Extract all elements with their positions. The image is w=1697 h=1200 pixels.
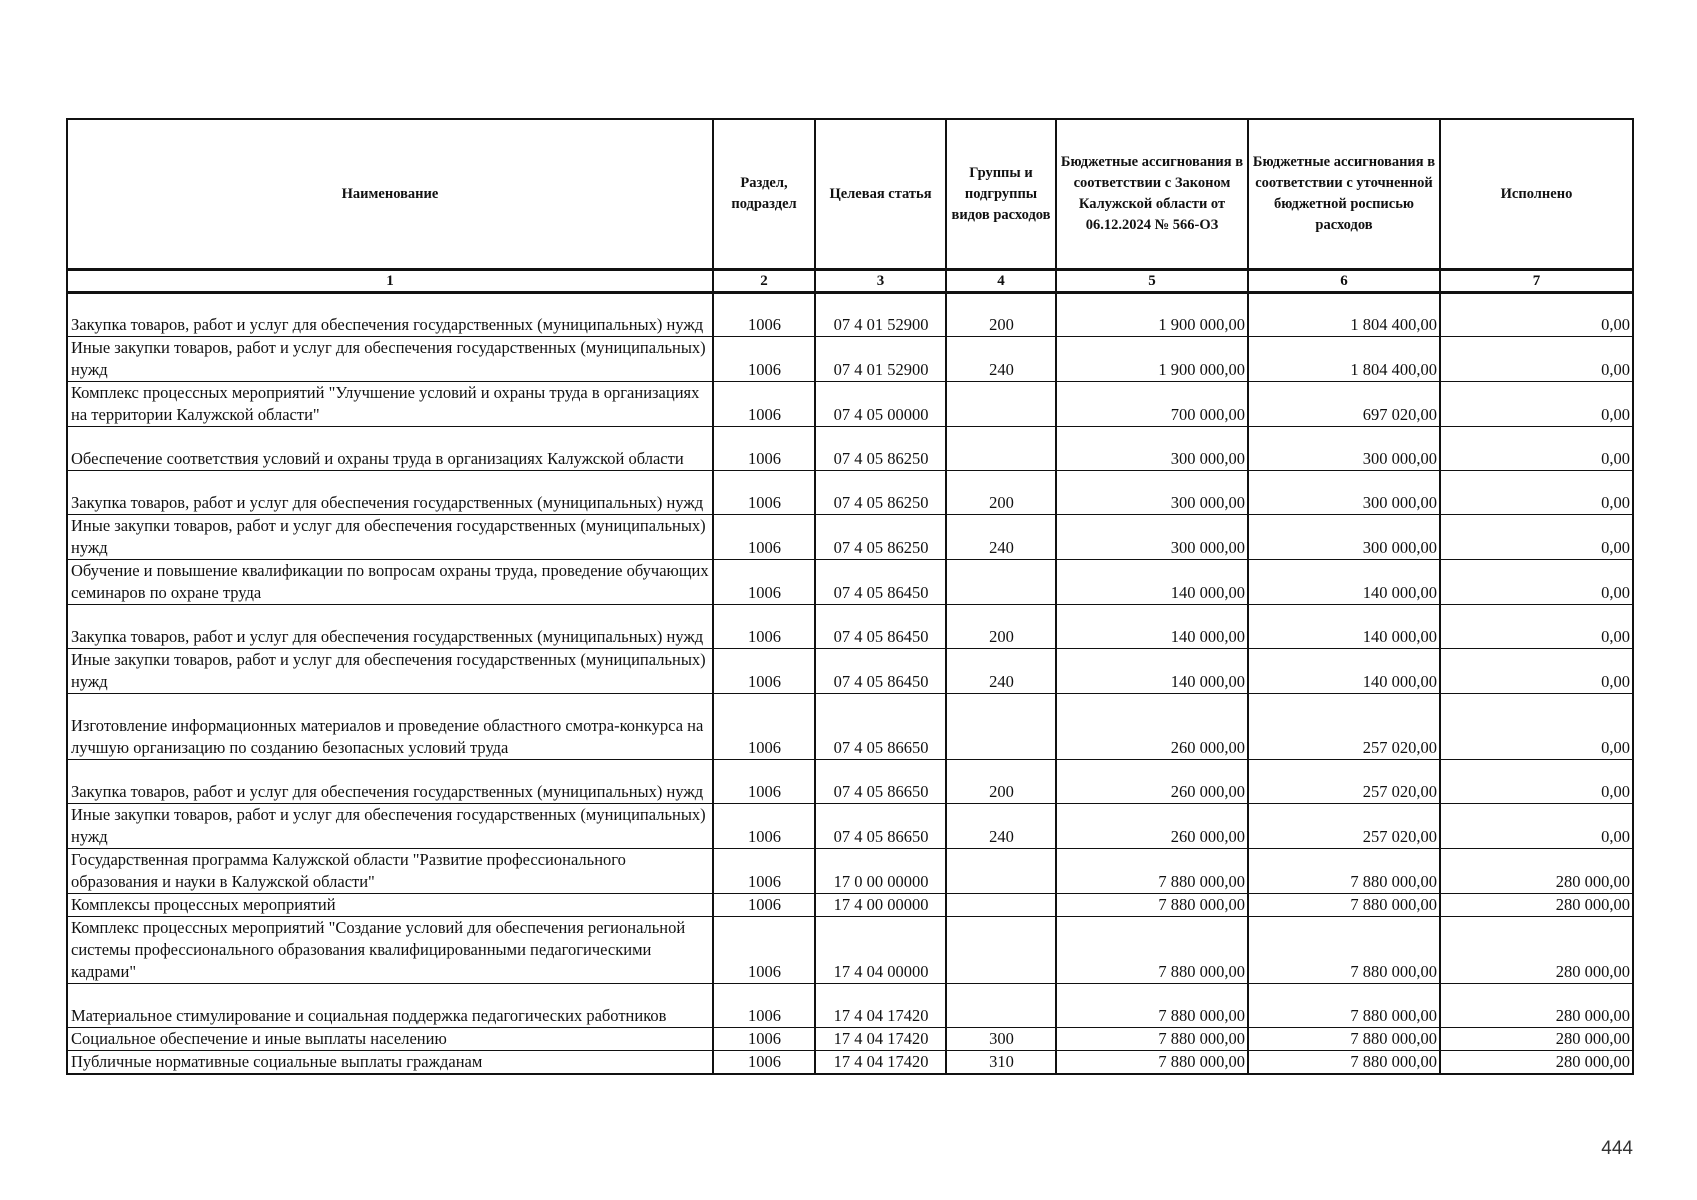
cell-refined-allocation: 7 880 000,00 (1248, 1051, 1440, 1075)
table-row (67, 694, 1633, 760)
cell-section: 1006 (713, 649, 815, 694)
cell-name: Закупка товаров, работ и услуг для обеспечения государственных (муниципальных) нужд (67, 471, 713, 515)
cell-executed: 0,00 (1440, 605, 1633, 649)
cell-executed: 280 000,00 (1440, 894, 1633, 917)
cell-law-allocation: 7 880 000,00 (1056, 1051, 1248, 1075)
table-row (67, 849, 1633, 894)
cell-name: Комплекс процессных мероприятий "Улучшение условий и охраны труда в организациях на территории Калужской области" (67, 382, 713, 427)
cell-law-allocation: 7 880 000,00 (1056, 849, 1248, 894)
cell-executed: 0,00 (1440, 293, 1633, 337)
cell-refined-allocation: 7 880 000,00 (1248, 1028, 1440, 1051)
table-row (67, 804, 1633, 849)
cell-group (946, 917, 1056, 984)
cell-refined-allocation: 257 020,00 (1248, 694, 1440, 760)
cell-refined-allocation: 257 020,00 (1248, 804, 1440, 849)
cell-group: 240 (946, 337, 1056, 382)
cell-name: Социальное обеспечение и иные выплаты населению (67, 1028, 713, 1051)
table-row (67, 337, 1633, 382)
cell-law-allocation: 7 880 000,00 (1056, 894, 1248, 917)
cell-name: Закупка товаров, работ и услуг для обеспечения государственных (муниципальных) нужд (67, 760, 713, 804)
cell-target: 07 4 05 86650 (815, 760, 946, 804)
cell-name: Обучение и повышение квалификации по вопросам охраны труда, проведение обучающих семинаров по охране труда (67, 560, 713, 605)
table-row (67, 293, 1633, 337)
cell-target: 17 4 04 17420 (815, 984, 946, 1028)
cell-group (946, 382, 1056, 427)
header-name: Наименование (67, 119, 713, 270)
cell-group: 300 (946, 1028, 1056, 1051)
cell-name: Иные закупки товаров, работ и услуг для обеспечения государственных (муниципальных) нужд (67, 337, 713, 382)
cell-group (946, 894, 1056, 917)
column-number: 7 (1440, 270, 1633, 293)
cell-law-allocation: 300 000,00 (1056, 427, 1248, 471)
cell-group (946, 694, 1056, 760)
cell-refined-allocation: 7 880 000,00 (1248, 984, 1440, 1028)
cell-section: 1006 (713, 1051, 815, 1075)
cell-law-allocation: 7 880 000,00 (1056, 917, 1248, 984)
cell-refined-allocation: 7 880 000,00 (1248, 917, 1440, 984)
cell-executed: 0,00 (1440, 694, 1633, 760)
cell-name: Государственная программа Калужской области "Развитие профессионального образования и науки в Калужской области" (67, 849, 713, 894)
cell-refined-allocation: 1 804 400,00 (1248, 293, 1440, 337)
table-row (67, 382, 1633, 427)
cell-executed: 280 000,00 (1440, 1051, 1633, 1075)
cell-law-allocation: 700 000,00 (1056, 382, 1248, 427)
column-number: 5 (1056, 270, 1248, 293)
cell-target: 17 4 04 17420 (815, 1051, 946, 1075)
cell-name: Иные закупки товаров, работ и услуг для обеспечения государственных (муниципальных) нужд (67, 804, 713, 849)
cell-group: 240 (946, 804, 1056, 849)
table-row (67, 605, 1633, 649)
cell-section: 1006 (713, 337, 815, 382)
cell-refined-allocation: 697 020,00 (1248, 382, 1440, 427)
column-number: 3 (815, 270, 946, 293)
cell-target: 07 4 01 52900 (815, 293, 946, 337)
cell-section: 1006 (713, 804, 815, 849)
cell-executed: 0,00 (1440, 649, 1633, 694)
header-groups: Группы и подгруппы видов расходов (946, 119, 1056, 270)
cell-target: 07 4 05 86250 (815, 471, 946, 515)
cell-section: 1006 (713, 760, 815, 804)
cell-target: 17 4 04 17420 (815, 1028, 946, 1051)
table-row (67, 427, 1633, 471)
header-law-allocation: Бюджетные ассигнования в соответствии с Законом Калужской области от 06.12.2024 № 566-ОЗ (1056, 119, 1248, 270)
header-executed: Исполнено (1440, 119, 1633, 270)
page-number: 444 (1601, 1138, 1633, 1159)
table-row (67, 471, 1633, 515)
cell-group (946, 427, 1056, 471)
cell-executed: 280 000,00 (1440, 849, 1633, 894)
table-row (67, 760, 1633, 804)
cell-target: 17 4 04 00000 (815, 917, 946, 984)
cell-refined-allocation: 7 880 000,00 (1248, 849, 1440, 894)
cell-law-allocation: 7 880 000,00 (1056, 984, 1248, 1028)
header-target: Целевая статья (815, 119, 946, 270)
cell-name: Материальное стимулирование и социальная поддержка педагогических работников (67, 984, 713, 1028)
cell-target: 07 4 05 00000 (815, 382, 946, 427)
cell-target: 07 4 05 86450 (815, 649, 946, 694)
header-section: Раздел, подраздел (713, 119, 815, 270)
cell-executed: 280 000,00 (1440, 917, 1633, 984)
cell-law-allocation: 1 900 000,00 (1056, 293, 1248, 337)
cell-refined-allocation: 140 000,00 (1248, 649, 1440, 694)
cell-section: 1006 (713, 515, 815, 560)
cell-executed: 280 000,00 (1440, 984, 1633, 1028)
cell-section: 1006 (713, 984, 815, 1028)
cell-group: 200 (946, 760, 1056, 804)
table-row (67, 649, 1633, 694)
table-row (67, 917, 1633, 984)
cell-name: Обеспечение соответствия условий и охраны труда в организациях Калужской области (67, 427, 713, 471)
column-number: 2 (713, 270, 815, 293)
cell-group (946, 849, 1056, 894)
cell-law-allocation: 300 000,00 (1056, 515, 1248, 560)
cell-law-allocation: 300 000,00 (1056, 471, 1248, 515)
cell-law-allocation: 140 000,00 (1056, 649, 1248, 694)
cell-group: 240 (946, 515, 1056, 560)
cell-refined-allocation: 7 880 000,00 (1248, 894, 1440, 917)
cell-target: 07 4 05 86450 (815, 560, 946, 605)
column-number-row (67, 270, 1633, 293)
cell-section: 1006 (713, 849, 815, 894)
cell-executed: 0,00 (1440, 337, 1633, 382)
cell-section: 1006 (713, 427, 815, 471)
table-row (67, 894, 1633, 917)
cell-group: 310 (946, 1051, 1056, 1075)
cell-law-allocation: 260 000,00 (1056, 760, 1248, 804)
cell-name: Изготовление информационных материалов и проведение областного смотра-конкурса на лучшую организацию по созданию безопасных условий труда (67, 694, 713, 760)
cell-law-allocation: 1 900 000,00 (1056, 337, 1248, 382)
cell-executed: 0,00 (1440, 471, 1633, 515)
table-row (67, 560, 1633, 605)
cell-name: Иные закупки товаров, работ и услуг для обеспечения государственных (муниципальных) нужд (67, 649, 713, 694)
cell-target: 07 4 05 86450 (815, 605, 946, 649)
cell-section: 1006 (713, 560, 815, 605)
column-number: 4 (946, 270, 1056, 293)
cell-refined-allocation: 140 000,00 (1248, 560, 1440, 605)
budget-table (66, 118, 1634, 1075)
cell-group (946, 560, 1056, 605)
cell-refined-allocation: 140 000,00 (1248, 605, 1440, 649)
table-body (67, 293, 1633, 1075)
cell-section: 1006 (713, 471, 815, 515)
cell-section: 1006 (713, 694, 815, 760)
cell-name: Закупка товаров, работ и услуг для обеспечения государственных (муниципальных) нужд (67, 605, 713, 649)
cell-target: 17 0 00 00000 (815, 849, 946, 894)
cell-executed: 0,00 (1440, 515, 1633, 560)
cell-refined-allocation: 1 804 400,00 (1248, 337, 1440, 382)
cell-target: 07 4 05 86250 (815, 427, 946, 471)
cell-name: Публичные нормативные социальные выплаты гражданам (67, 1051, 713, 1075)
cell-executed: 0,00 (1440, 427, 1633, 471)
cell-executed: 0,00 (1440, 560, 1633, 605)
cell-refined-allocation: 300 000,00 (1248, 515, 1440, 560)
cell-target: 17 4 00 00000 (815, 894, 946, 917)
table-row (67, 1028, 1633, 1051)
cell-law-allocation: 260 000,00 (1056, 804, 1248, 849)
cell-name: Комплекс процессных мероприятий "Создание условий для обеспечения региональной системы профессионального образования квалифицированными педагогическими кадрами" (67, 917, 713, 984)
cell-executed: 0,00 (1440, 760, 1633, 804)
cell-group: 200 (946, 293, 1056, 337)
cell-target: 07 4 01 52900 (815, 337, 946, 382)
cell-group: 240 (946, 649, 1056, 694)
cell-section: 1006 (713, 917, 815, 984)
header-row (67, 119, 1633, 270)
cell-law-allocation: 140 000,00 (1056, 560, 1248, 605)
cell-target: 07 4 05 86650 (815, 804, 946, 849)
table-row (67, 1051, 1633, 1075)
cell-group (946, 984, 1056, 1028)
cell-section: 1006 (713, 293, 815, 337)
table-row (67, 984, 1633, 1028)
cell-refined-allocation: 300 000,00 (1248, 471, 1440, 515)
table-row (67, 515, 1633, 560)
cell-executed: 0,00 (1440, 804, 1633, 849)
cell-section: 1006 (713, 1028, 815, 1051)
cell-section: 1006 (713, 894, 815, 917)
cell-law-allocation: 140 000,00 (1056, 605, 1248, 649)
cell-target: 07 4 05 86250 (815, 515, 946, 560)
cell-target: 07 4 05 86650 (815, 694, 946, 760)
cell-group: 200 (946, 471, 1056, 515)
cell-refined-allocation: 257 020,00 (1248, 760, 1440, 804)
header-refined-allocation: Бюджетные ассигнования в соответствии с уточненной бюджетной росписью расходов (1248, 119, 1440, 270)
cell-law-allocation: 260 000,00 (1056, 694, 1248, 760)
cell-name: Закупка товаров, работ и услуг для обеспечения государственных (муниципальных) нужд (67, 293, 713, 337)
cell-section: 1006 (713, 605, 815, 649)
cell-section: 1006 (713, 382, 815, 427)
cell-law-allocation: 7 880 000,00 (1056, 1028, 1248, 1051)
column-number: 1 (67, 270, 713, 293)
cell-refined-allocation: 300 000,00 (1248, 427, 1440, 471)
cell-name: Иные закупки товаров, работ и услуг для обеспечения государственных (муниципальных) нужд (67, 515, 713, 560)
column-number: 6 (1248, 270, 1440, 293)
cell-group: 200 (946, 605, 1056, 649)
cell-executed: 0,00 (1440, 382, 1633, 427)
cell-name: Комплексы процессных мероприятий (67, 894, 713, 917)
cell-executed: 280 000,00 (1440, 1028, 1633, 1051)
